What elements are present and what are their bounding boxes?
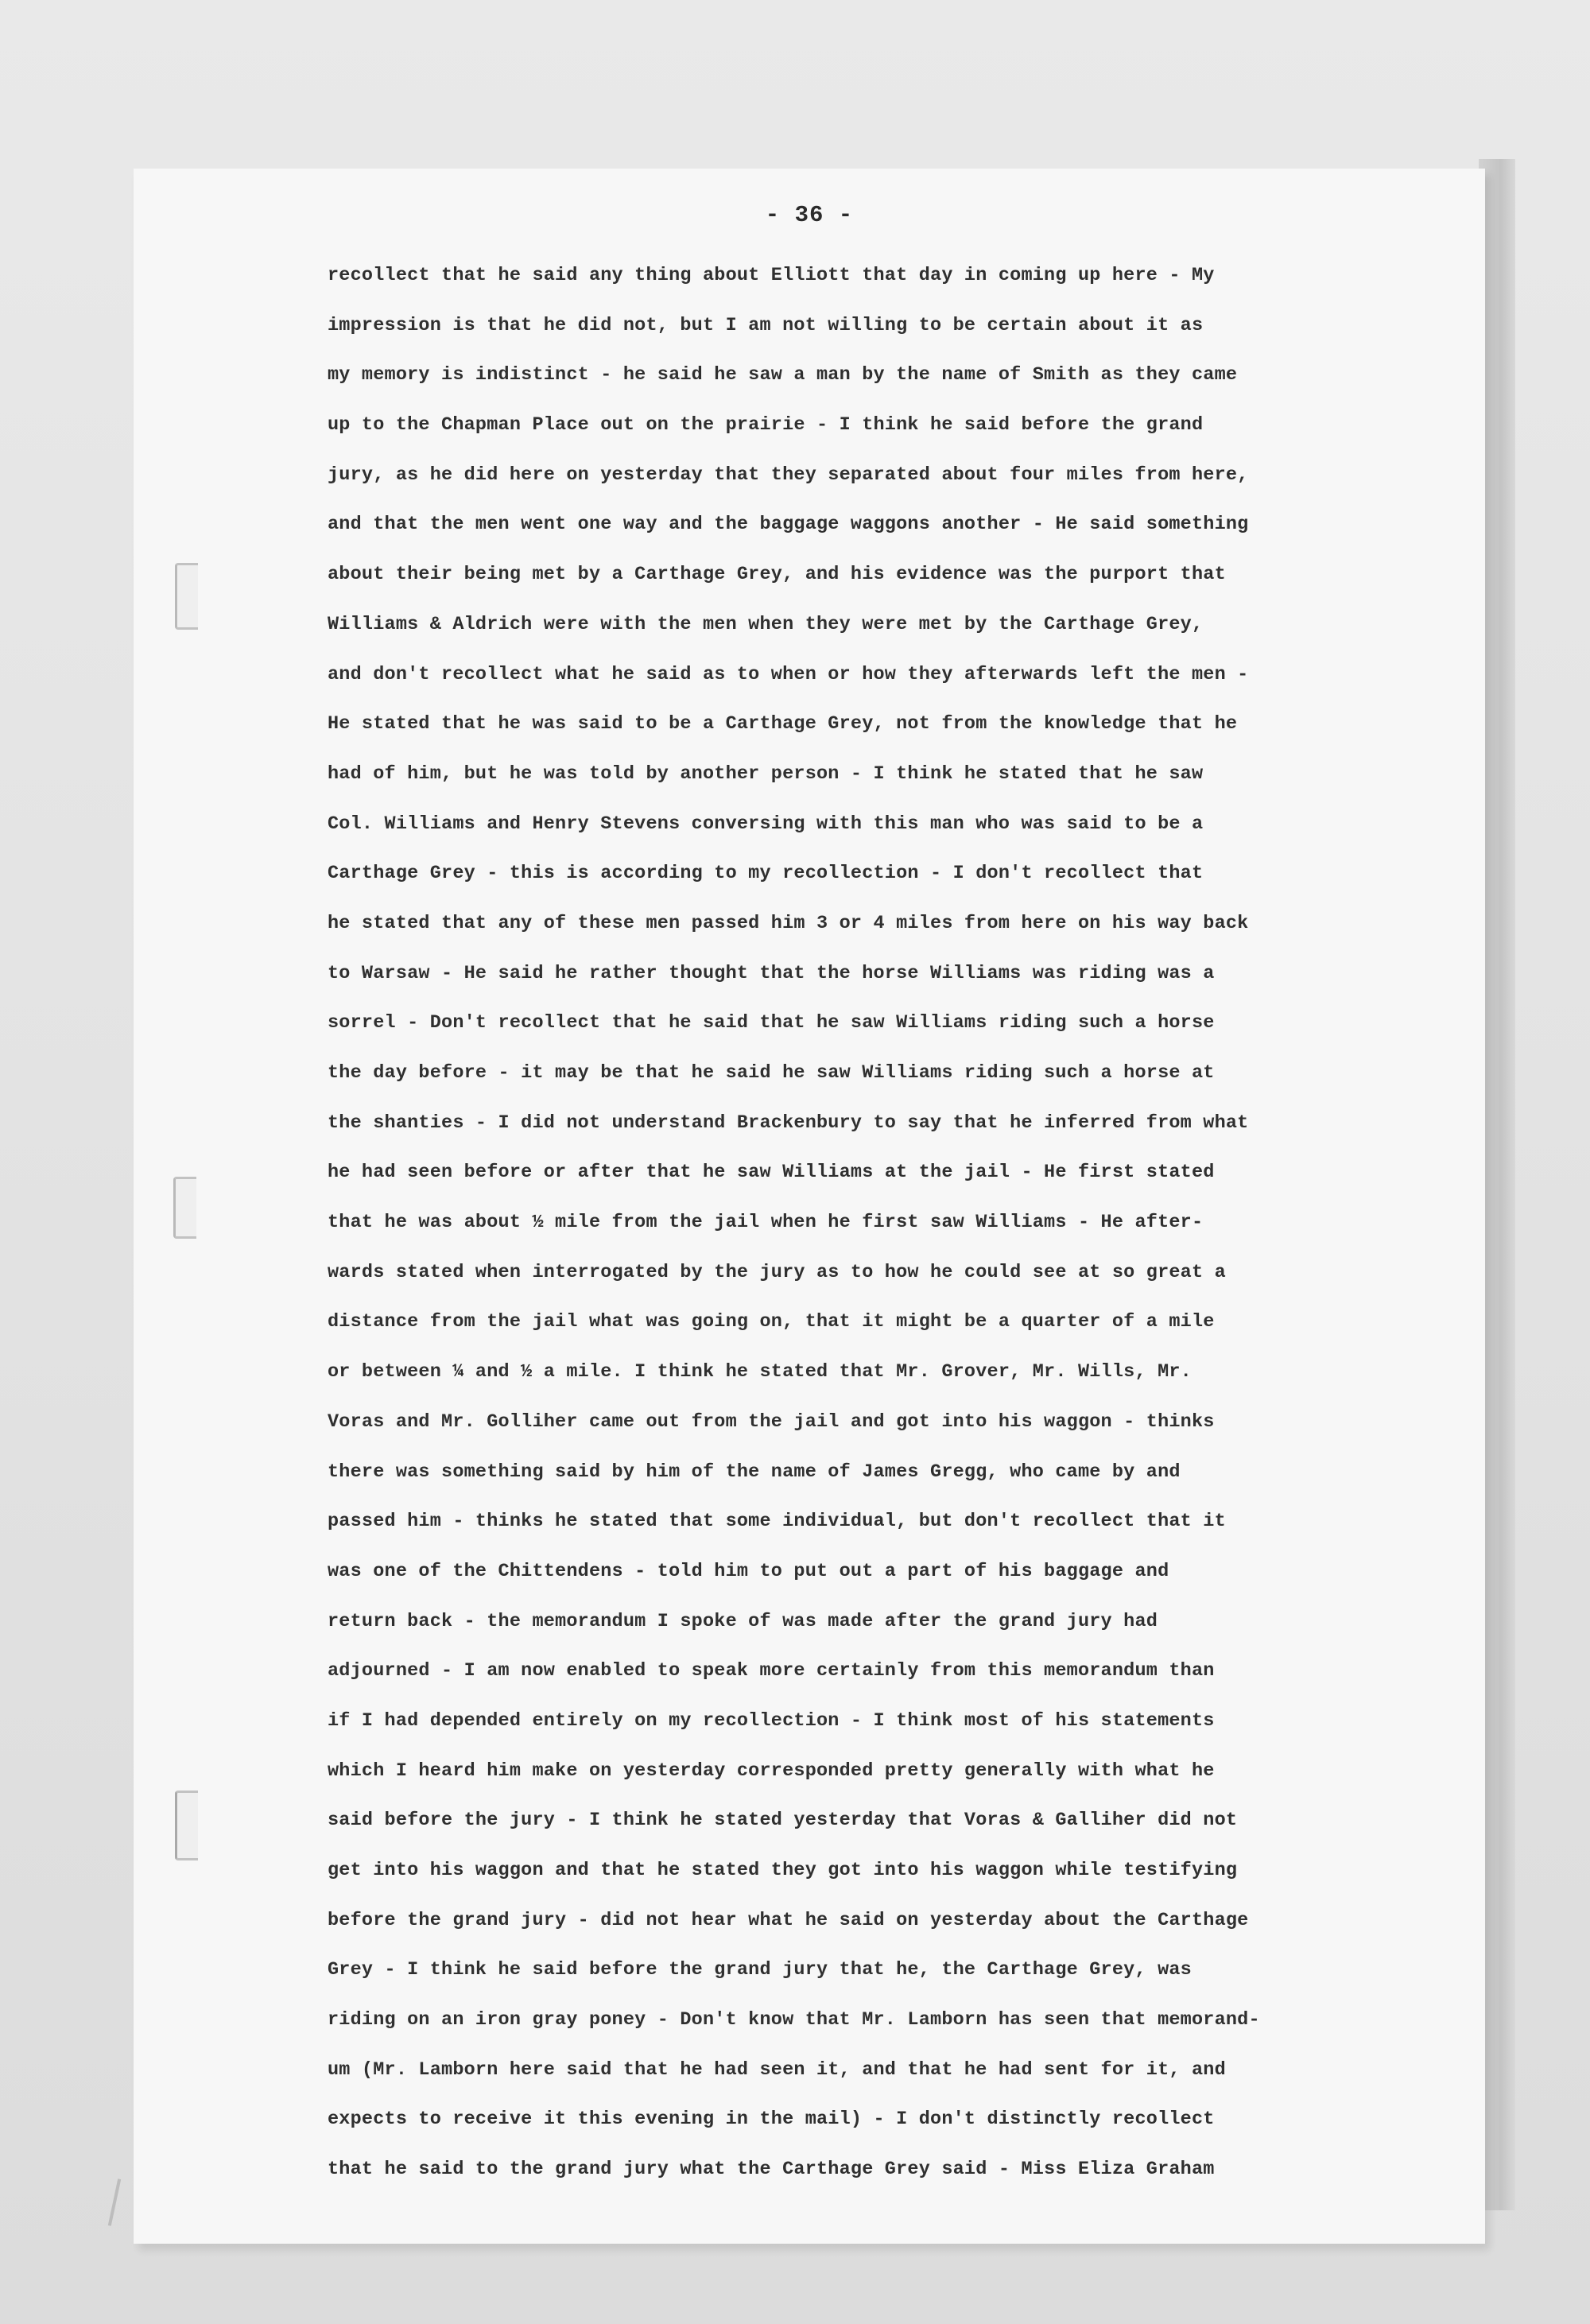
- binder-hole-top: [175, 563, 198, 630]
- text-line: that he said to the grand jury what the Carthage Grey said - Miss Eliza Graham: [328, 2159, 1215, 2181]
- text-line: and don't recollect what he said as to when or how they afterwards left the men -: [328, 663, 1249, 685]
- text-line: the shanties - I did not understand Brackenbury to say that he inferred from what: [328, 1112, 1249, 1134]
- text-line: sorrel - Don't recollect that he said that he saw Williams riding such a horse: [328, 1012, 1215, 1034]
- text-line: had of him, but he was told by another person - I think he stated that he saw: [328, 762, 1204, 785]
- transcript-body: [328, 251, 1472, 2195]
- text-line: Grey - I think he said before the grand jury that he, the Carthage Grey, was: [328, 1959, 1192, 1981]
- text-line: about their being met by a Carthage Grey, and his evidence was the purport that: [328, 564, 1226, 586]
- text-line: he had seen before or after that he saw Williams at the jail - He first stated: [328, 1162, 1215, 1184]
- text-line: to Warsaw - He said he rather thought that the horse Williams was riding was a: [328, 962, 1215, 984]
- text-line: which I heard him make on yesterday corresponded pretty generally with what he: [328, 1759, 1215, 1782]
- text-line: before the grand jury - did not hear what he said on yesterday about the Carthage: [328, 1909, 1249, 1931]
- text-line: there was something said by him of the name of James Gregg, who came by and: [328, 1461, 1181, 1483]
- text-line: was one of the Chittendens - told him to put out a part of his baggage and: [328, 1560, 1169, 1582]
- text-line: He stated that he was said to be a Carthage Grey, not from the knowledge that he: [328, 713, 1238, 735]
- text-line: Voras and Mr. Golliher came out from the jail and got into his waggon - thinks: [328, 1410, 1215, 1433]
- document-page: [134, 169, 1485, 2244]
- binder-hole-bottom: [175, 1791, 198, 1860]
- text-line: my memory is indistinct - he said he saw a man by the name of Smith as they came: [328, 364, 1238, 386]
- text-line: expects to receive it this evening in the mail) - I don't distinctly recollect: [328, 2109, 1215, 2131]
- text-line: jury, as he did here on yesterday that they separated about four miles from here,: [328, 464, 1249, 486]
- text-line: impression is that he did not, but I am not willing to be certain about it as: [328, 314, 1204, 336]
- text-line: distance from the jail what was going on, that it might be a quarter of a mile: [328, 1311, 1215, 1333]
- text-line: or between ¼ and ½ a mile. I think he stated that Mr. Grover, Mr. Wills, Mr.: [328, 1361, 1192, 1383]
- text-line: if I had depended entirely on my recollection - I think most of his statements: [328, 1709, 1215, 1732]
- text-line: riding on an iron gray poney - Don't know that Mr. Lamborn has seen that memorand-: [328, 2009, 1260, 2031]
- text-line: return back - the memorandum I spoke of was made after the grand jury had: [328, 1610, 1158, 1632]
- text-line: um (Mr. Lamborn here said that he had seen it, and that he had sent for it, and: [328, 2058, 1226, 2081]
- text-line: Col. Williams and Henry Stevens conversing with this man who was said to be a: [328, 813, 1204, 835]
- text-line: that he was about ½ mile from the jail when he first saw Williams - He after-: [328, 1212, 1204, 1234]
- text-line: get into his waggon and that he stated they got into his waggon while testifying: [328, 1860, 1238, 1881]
- text-line: passed him - thinks he stated that some individual, but don't recollect that it: [328, 1511, 1226, 1533]
- text-line: said before the jury - I think he stated yesterday that Voras & Galliher did not: [328, 1810, 1238, 1832]
- text-line: Williams & Aldrich were with the men when they were met by the Carthage Grey,: [328, 613, 1204, 635]
- text-line: the day before - it may be that he said he saw Williams riding such a horse at: [328, 1062, 1215, 1084]
- text-line: and that the men went one way and the baggage waggons another - He said something: [328, 514, 1249, 536]
- text-line: Carthage Grey - this is according to my recollection - I don't recollect that: [328, 863, 1204, 885]
- text-line: adjourned - I am now enabled to speak more certainly from this memorandum than: [328, 1660, 1215, 1682]
- text-line: up to the Chapman Place out on the prairie - I think he said before the grand: [328, 414, 1204, 436]
- text-line: he stated that any of these men passed him 3 or 4 miles from here on his way back: [328, 912, 1249, 934]
- binder-hole-middle: [173, 1177, 196, 1239]
- text-line: recollect that he said any thing about Elliott that day in coming up here - My: [328, 265, 1215, 286]
- text-line: wards stated when interrogated by the jury as to how he could see at so great a: [328, 1261, 1226, 1283]
- page-number: - 36 -: [765, 202, 854, 228]
